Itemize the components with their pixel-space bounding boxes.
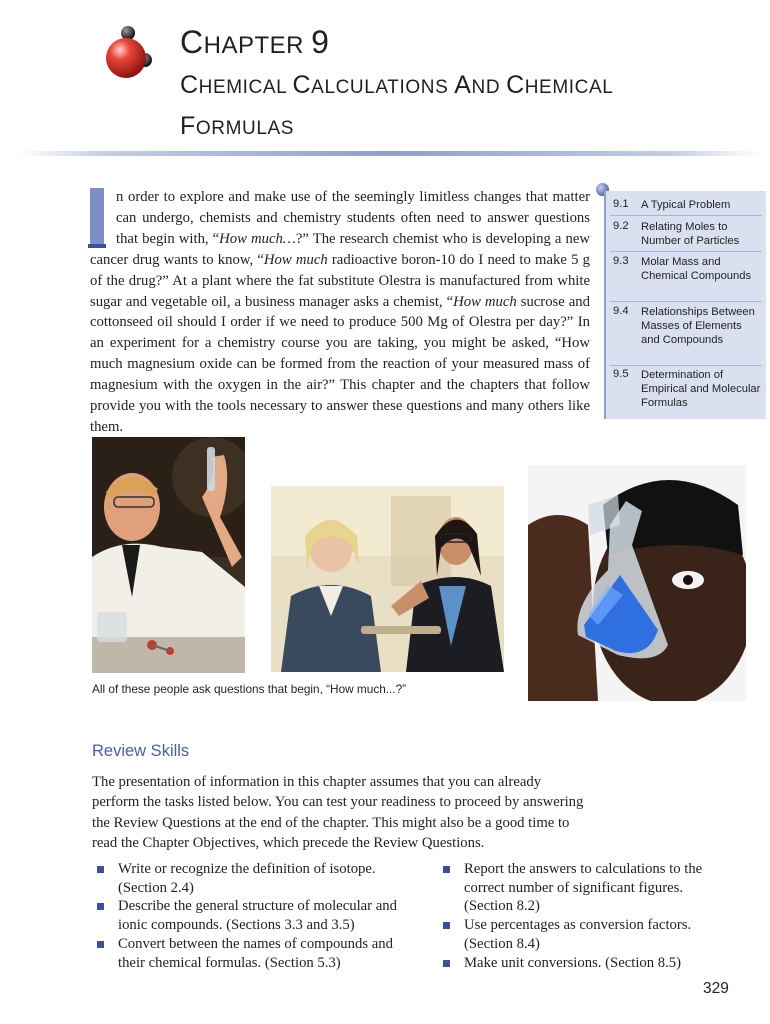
chemist-photo <box>92 437 245 673</box>
list-item: Convert between the names of compounds and their chemical formulas. (Section 5.3) <box>92 935 412 972</box>
photo-caption: All of these people ask questions that begin, “How much...?” <box>92 682 407 696</box>
review-skills-paragraph: The presentation of information in this chapter assumes that you can already perform the tasks listed below. You can test your readiness to proceed by answering the Review Questions at the end of the chapter. This might also be a good time to read the Chapter Objectives, which precede the Review Questions. <box>92 774 584 852</box>
molecule-icon <box>96 22 162 82</box>
toc-item[interactable]: 9.4 Relationships Between Masses of Elements and Compounds <box>613 305 755 347</box>
chapter-contents <box>604 191 766 419</box>
student-flask-photo <box>528 465 746 701</box>
chapter-title: CHEMICAL CALCULATIONS AND CHEMICAL FORMULAS <box>180 71 613 140</box>
list-item: Make unit conversions. (Section 8.5) <box>438 954 718 973</box>
toc-item[interactable]: 9.1 A Typical Problem <box>613 198 731 211</box>
list-item: Write or recognize the definition of isotope. (Section 2.4) <box>92 860 412 897</box>
business-meeting-photo <box>271 486 504 672</box>
list-item: Report the answers to calculations to the correct number of significant figures. (Section 8.2) <box>438 860 718 916</box>
page-number: 329 <box>703 980 729 997</box>
header-rule <box>18 151 760 156</box>
review-skills-heading: Review Skills <box>92 742 190 760</box>
list-item: Use percentages as conversion factors. (Section 8.4) <box>438 916 718 953</box>
chapter-label: CHAPTER 9 <box>180 24 330 60</box>
review-bullets-right <box>438 860 718 972</box>
toc-item[interactable]: 9.2 Relating Moles to Number of Particles <box>613 220 740 248</box>
intro-paragraph: n order to explore and make use of the seemingly limitless changes that matter can undergo, chemists and chemistry students often need to answer questions that begin with, “How much…?” The research chemist who is developing a new cancer drug wants to know, “How much radioactive boron-10 do I need to make 5 g of the drug?” At a plant where the fat substitute Olestra is manufactured from white sugar and vegetable oil, a business manager asks a chemist, “How much sucrose and cottonseed oil should I order if we need to produce 500 Mg of Olestra per day?” In an experiment for a chemistry course you are taking, you might be asked, “How much magnesium oxide can be formed from the reaction of your measured mass of magnesium with the oxygen in the air?” This chapter and the chapters that follow provide you with the tools necessary to answer these questions and many others like them. <box>90 189 590 435</box>
toc-item[interactable]: 9.3 Molar Mass and Chemical Compounds <box>613 255 752 283</box>
review-bullets-left <box>92 860 412 972</box>
toc-item[interactable]: 9.5 Determination of Empirical and Molecular Formulas <box>613 368 761 410</box>
list-item: Describe the general structure of molecular and ionic compounds. (Sections 3.3 and 3.5) <box>92 897 412 934</box>
